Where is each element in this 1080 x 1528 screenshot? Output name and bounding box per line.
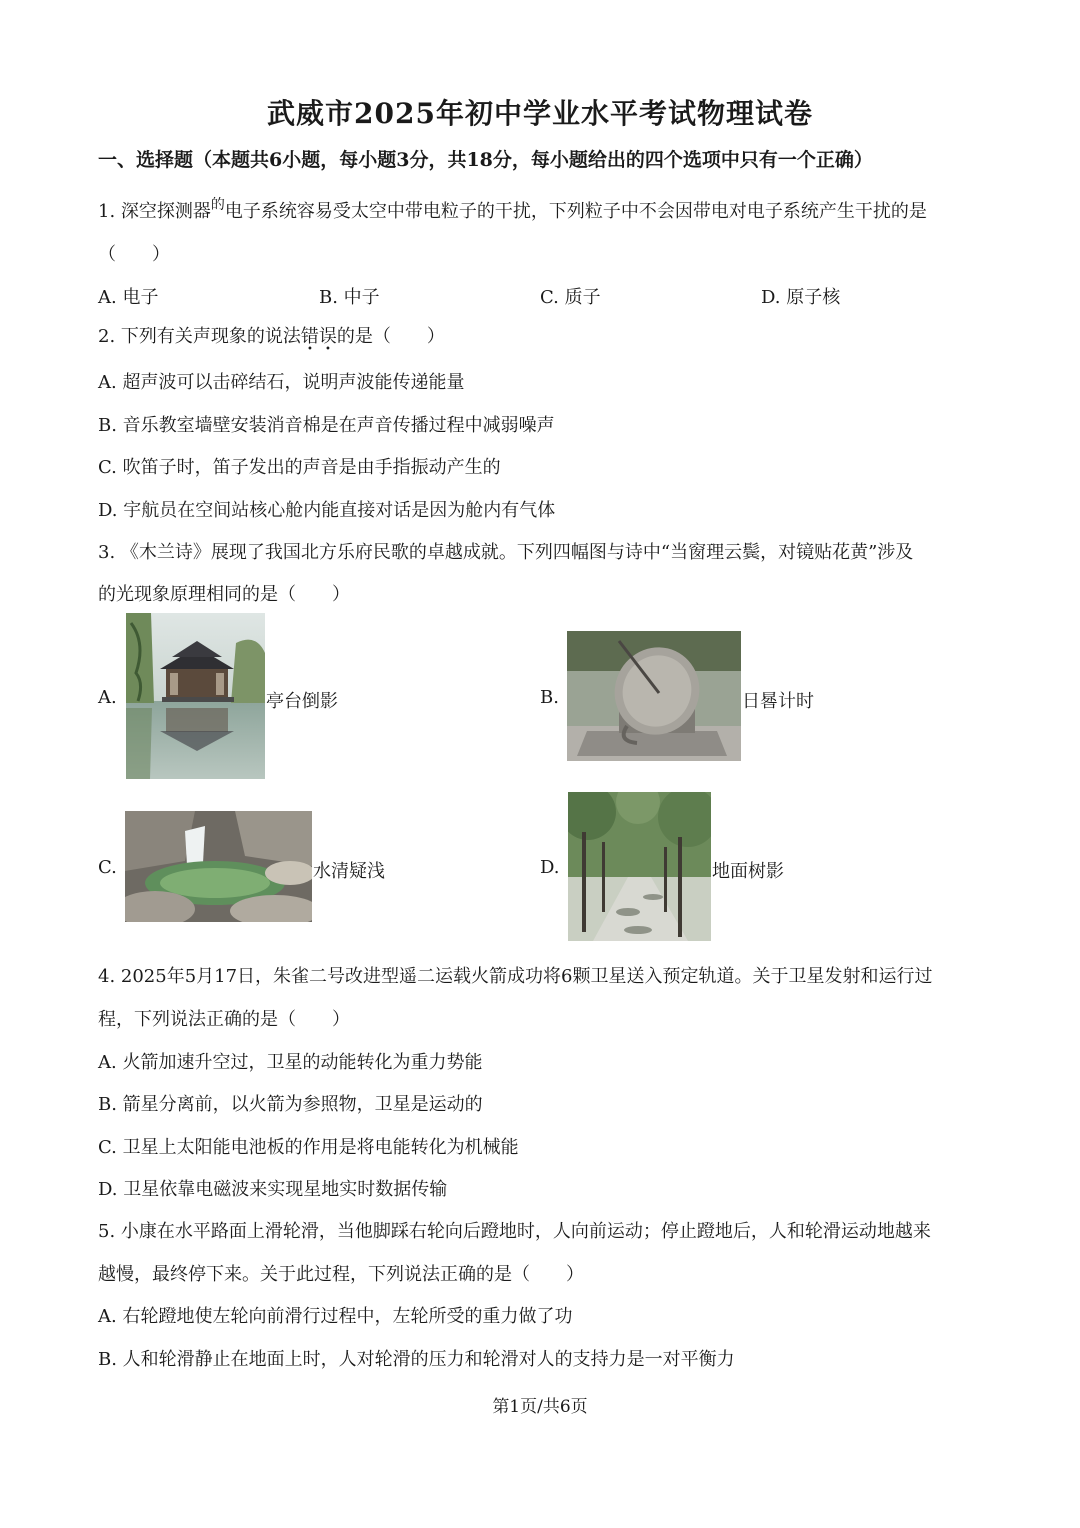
page-footer: 第1页/共6页 (492, 1397, 588, 1417)
q1-stem (98, 194, 927, 223)
section-heading: 一、选择题（本题共6小题，每小题3分，共18分，每小题给出的四个选项中只有一个正确） (98, 149, 873, 171)
tree-shadow-image (568, 792, 711, 941)
clear-water-image (125, 811, 312, 922)
pavilion-reflection-image (126, 613, 265, 779)
q4-option-d: D. 卫星依靠电磁波来实现星地实时数据传输 (98, 1179, 448, 1200)
q5-stem-line1: 5. 小康在水平路面上滑轮滑，当他脚踩右轮向后蹬地时，人向前运动；停止蹬地后，人和轮滑运动地越来 (98, 1221, 931, 1242)
q1-bracket: （ ） (98, 244, 170, 265)
emphasis-dot-icon: • (306, 344, 313, 355)
q1-stem-rest: 电子系统容易受太空中带电粒子的干扰，下列粒子中不会因带电对电子系统产生干扰的是 (224, 201, 927, 222)
q2-option-a: A. 超声波可以击碎结石，说明声波能传递能量 (98, 372, 465, 393)
q2-emphasis (300, 326, 337, 355)
sundial-image (567, 631, 741, 761)
q1-stem-sup: 的 (210, 197, 225, 213)
page-title: 武威市2025年初中学业水平考试物理试卷 (267, 97, 813, 130)
q3-option-d-caption: 地面树影 (712, 861, 784, 882)
q4-option-b: B. 箭星分离前，以火箭为参照物，卫星是运动的 (98, 1094, 483, 1115)
emphasis-dot-icon: • (324, 344, 331, 355)
q3-stem-line1: 3. 《木兰诗》展现了我国北方乐府民歌的卓越成就。下列四幅图与诗中“当窗理云鬓，对镜贴花黄”涉及 (98, 542, 914, 563)
q2-option-d: D. 宇航员在空间站核心舱内能直接对话是因为舱内有气体 (98, 500, 556, 521)
q3-stem-line2: 的光现象原理相同的是（ ） (98, 584, 350, 605)
q2-stem (98, 322, 445, 355)
q5-option-b: B. 人和轮滑静止在地面上时，人对轮滑的压力和轮滑对人的支持力是一对平衡力 (98, 1349, 735, 1370)
q2-stem-a: 2. 下列有关声现象的说法 (98, 326, 301, 347)
q1-option-a: A. 电子 (98, 287, 159, 308)
q1-option-d: D. 原子核 (761, 287, 841, 308)
q3-option-b-label: B. (540, 687, 559, 708)
q3-option-d-label: D. (540, 857, 560, 878)
q2-option-c: C. 吹笛子时，笛子发出的声音是由手指振动产生的 (98, 457, 501, 478)
q2-option-b: B. 音乐教室墙壁安装消音棉是在声音传播过程中减弱噪声 (98, 415, 555, 436)
q5-option-a: A. 右轮蹬地使左轮向前滑行过程中，左轮所受的重力做了功 (98, 1306, 573, 1327)
q3-option-a-label: A. (98, 687, 117, 708)
q1-option-c: C. 质子 (540, 287, 601, 308)
q4-option-a: A. 火箭加速升空过，卫星的动能转化为重力势能 (98, 1052, 483, 1073)
q2-emphasis-text: 错误 (300, 326, 337, 347)
q3-option-c-caption: 水清疑浅 (313, 861, 385, 882)
q3-option-b-caption: 日晷计时 (742, 691, 814, 712)
q4-option-c: C. 卫星上太阳能电池板的作用是将电能转化为机械能 (98, 1137, 519, 1158)
q1-stem-prefix: 1. 深空探测器 (98, 201, 211, 222)
q1-option-b: B. 中子 (319, 287, 380, 308)
q4-stem-line1: 4. 2025年5月17日，朱雀二号改进型遥二运载火箭成功将6颗卫星送入预定轨道。关于卫星发射和运行过 (98, 966, 933, 987)
q4-stem-line2: 程，下列说法正确的是（ ） (98, 1009, 350, 1030)
q3-option-a-caption: 亭台倒影 (266, 691, 338, 712)
q3-option-c-label: C. (98, 857, 117, 878)
q5-stem-line2: 越慢，最终停下来。关于此过程，下列说法正确的是（ ） (98, 1264, 584, 1285)
q2-stem-b: 的是（ ） (336, 326, 445, 347)
